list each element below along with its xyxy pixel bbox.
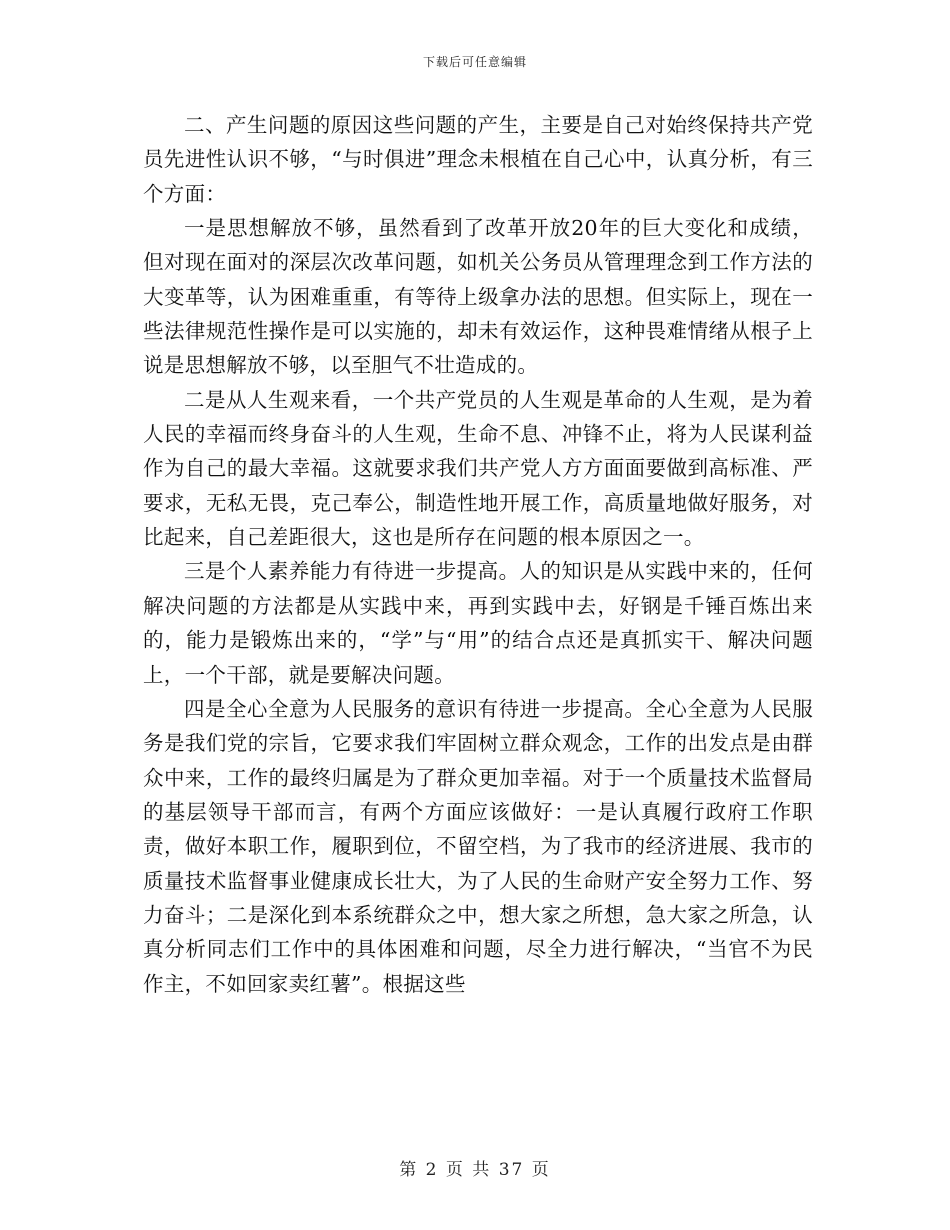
paragraph-causes-intro: 二、产生问题的原因这些问题的产生，主要是自己对始终保持共产党员先进性认识不够，“与时俱进”理念未根植在自己心中，认真分析，有三个方面：: [143, 113, 813, 206]
document-body: [143, 108, 813, 1001]
paragraph-service: 四是全心全意为人民服务的意识有待进一步提高。全心全意为人民服务是我们党的宗旨，它要求我们牢固树立群众观念，工作的出发点是由群众中来，工作的最终归属是为了群众更加幸福。对于一个质量技术监督局的基层领导干部而言，有两个方面应该做好：一是认真履行政府工作职责，做好本职工作，履职到位，不留空档，为了我市的经济进展、我市的质量技术监督事业健康成长壮大，为了人民的生命财产安全努力工作、努力奋斗；二是深化到本系统群众之中，想大家之所想，急大家之所急，认真分析同志们工作中的具体困难和问题，尽全力进行解决，“当官不为民作主，不如回家卖红薯”。根据这些: [143, 696, 813, 996]
page-header: 下载后可任意编辑: [422, 55, 527, 69]
paragraph-ideology: 一是思想解放不够，虽然看到了改革开放20年的巨大变化和成绩，但对现在面对的深层次改革问题，如机关公务员从管理理念到工作方法的大变革等，认为困难重重，有等待上级拿办法的思想。但实际上，现在一些法律规范性操作是可以实施的，却未有效运作，这种畏难情绪从根子上说是思想解放不够，以至胆气不壮造成的。: [143, 216, 813, 378]
page-number-footer: 第 2 页 共 37 页: [399, 1160, 551, 1180]
paragraph-outlook: 二是从人生观来看，一个共产党员的人生观是革命的人生观，是为着人民的幸福而终身奋斗的人生观，生命不息、冲锋不止，将为人民谋利益作为自己的最大幸福。这就要求我们共产党人方方面面要做到高标准、严要求，无私无畏，克己奉公，制造性地开展工作，高质量地做好服务，对比起来，自己差距很大，这也是所存在问题的根本原因之一。: [143, 387, 813, 550]
paragraph-ability: 三是个人素养能力有待进一步提高。人的知识是从实践中来的，任何解决问题的方法都是从实践中来，再到实践中去，好钢是千锤百炼出来的，能力是锻炼出来的，“学”与“用”的结合点还是真抓实干、解决问题上，一个干部，就是要解决问题。: [143, 559, 813, 687]
